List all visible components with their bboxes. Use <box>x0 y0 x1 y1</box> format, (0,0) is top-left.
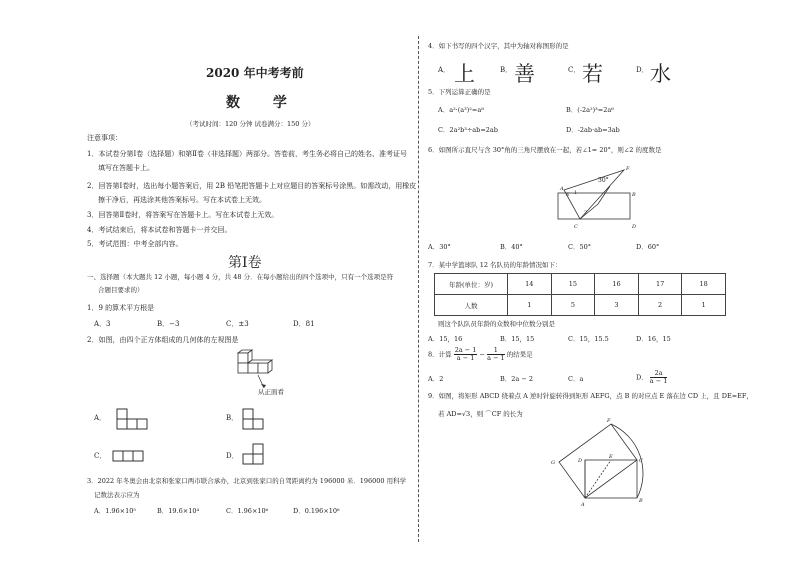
angle-30-label: 30° <box>598 177 609 184</box>
option-d-char: 水 <box>650 62 671 86</box>
table-cell: 5 <box>551 295 595 316</box>
angle-1-label: 1 <box>574 190 578 196</box>
table-cell: 3 <box>595 295 639 316</box>
table-row <box>435 295 726 316</box>
notes-line: 擦干净后，再选涂其他答案标号。写在本试卷上无效。 <box>98 196 266 204</box>
option-d[interactable]: D．16，15 <box>636 335 671 343</box>
table-cell: 人数 <box>435 295 508 316</box>
fraction-denominator: a − 1 <box>487 354 505 362</box>
option-b[interactable]: B．15，15 <box>500 335 535 343</box>
option-a[interactable]: A．2 <box>428 375 444 383</box>
option-b-figure <box>242 408 264 430</box>
point-a-label: A <box>560 186 564 192</box>
option-c-char: 若 <box>582 62 603 86</box>
question-stem: 记数法表示应为 <box>94 491 140 499</box>
question-stem: 7．某中学篮球队 12 名队员的年龄情况如下： <box>428 261 562 269</box>
question-8-expression <box>428 347 533 362</box>
point-a-label: A <box>581 502 585 508</box>
option-a-char: 上 <box>454 62 475 86</box>
point-f-label: F <box>626 166 630 172</box>
angle-2-label: 2 <box>584 210 588 216</box>
notes-line: 5．考试范围：中考全部内容。 <box>87 240 183 248</box>
option-c[interactable]: C．2a²b³÷ab=2ab <box>438 126 498 134</box>
option-c[interactable]: C．a <box>568 375 584 383</box>
exam-meta: （考试时间：120 分钟 试卷满分：150 分） <box>186 120 315 128</box>
option-c[interactable]: C．50° <box>568 243 591 251</box>
option-a[interactable]: A．15，16 <box>428 335 463 343</box>
section-intro: 合题目要求的） <box>98 286 144 294</box>
option-c[interactable]: C．15，15.5 <box>568 335 609 343</box>
exam-title: 2020 年中考考前 <box>206 66 304 80</box>
option-b[interactable]: B．−3 <box>157 320 180 328</box>
table-cell: 15 <box>551 274 595 295</box>
option-d[interactable]: D．81 <box>293 320 315 328</box>
table-cell: 14 <box>508 274 552 295</box>
option-b-char: 善 <box>514 62 535 86</box>
question-stem: 2．如图，由四个正方体组成的几何体的左视图是 <box>87 336 239 344</box>
question-stem: 5．下列运算正确的是 <box>428 88 491 96</box>
point-d-label: D <box>578 458 583 464</box>
subject-title: 数 学 <box>226 95 301 111</box>
option-d-figure <box>242 443 266 467</box>
option-d-label: D． <box>636 373 648 382</box>
question-stem: 若 AD=√3，则 ⌒CF 的长为 <box>438 410 523 418</box>
option-b[interactable]: B．2a − 2 <box>500 375 534 383</box>
notes-heading: 注意事项： <box>87 134 122 142</box>
notes-line: 4．考试结束后，将本试卷和答题卡一并交回。 <box>87 226 232 234</box>
option-b[interactable]: B． <box>500 66 513 74</box>
table-cell: 17 <box>638 274 682 295</box>
point-e-label: E <box>609 454 613 460</box>
question-stem: 3．2022 年冬奥会由北京和张家口两市联合承办，北京到张家口的自驾距离约为 196000 米．196000 用科学 <box>87 477 407 485</box>
table-cell: 2 <box>638 295 682 316</box>
ruler-triangle-figure <box>552 164 644 232</box>
section-title: 第Ⅰ卷 <box>228 255 262 271</box>
table-cell: 1 <box>682 295 726 316</box>
option-a[interactable]: A．30° <box>428 243 451 251</box>
option-c[interactable]: C．±3 <box>226 320 249 328</box>
fraction-numerator: 2a <box>650 370 668 378</box>
question-prefix: 8．计算 <box>428 350 452 359</box>
option-a[interactable]: A． <box>94 414 107 422</box>
option-d[interactable] <box>636 370 667 385</box>
view-label: 从正面看 <box>258 388 284 396</box>
option-c-figure <box>112 450 146 462</box>
option-a[interactable]: A．a²·(a³)²=a⁸ <box>438 106 484 114</box>
fraction-2 <box>487 347 505 362</box>
option-a[interactable]: A． <box>438 66 451 74</box>
option-c[interactable]: C． <box>94 452 107 460</box>
point-c-label: C <box>574 224 578 230</box>
table-cell: 年龄(单位：岁) <box>435 274 508 295</box>
point-d-label: D <box>632 224 637 230</box>
option-b[interactable]: B．40° <box>500 243 523 251</box>
table-cell: 1 <box>508 295 552 316</box>
option-d-fraction <box>650 370 668 385</box>
table-header-row <box>435 274 726 295</box>
point-b-label: B <box>639 498 643 504</box>
option-d[interactable]: D．60° <box>636 243 660 251</box>
notes-line: 3．回答第Ⅱ卷时，将答案写在答题卡上。写在本试卷上无效。 <box>87 211 279 219</box>
question-stem: 6．如图所示直尺与含 30°角的三角尺摆放在一起，若∠1= 20°，则∠2 的度数是 <box>428 146 662 154</box>
option-c[interactable]: C． <box>568 66 581 74</box>
fraction-denominator: a − 1 <box>456 354 475 362</box>
question-stem: 4．如下书写的四个汉字，其中为轴对称图形的是 <box>428 42 569 50</box>
notes-line: 1．本试卷分第Ⅰ卷（选择题）和第Ⅱ卷（非选择题）两部分。答卷前，考生务必将自己的姓名、准考证号 <box>87 150 407 158</box>
minus-sign: − <box>479 350 485 359</box>
age-table <box>434 273 726 316</box>
point-c-label: C <box>639 458 643 464</box>
option-a-figure <box>116 408 148 430</box>
rotated-rectangle-figure <box>545 418 655 510</box>
point-e-label: E <box>566 192 570 198</box>
option-b[interactable]: B．19.6×10⁴ <box>157 507 200 515</box>
notes-line: 填写在答题卡上。 <box>98 164 154 172</box>
question-text: 则这个队队员年龄的众数和中位数分别是 <box>438 320 555 328</box>
point-f-label: F <box>607 418 611 424</box>
option-a[interactable]: A．1.96×10⁵ <box>94 507 136 515</box>
option-d[interactable]: D． <box>636 66 649 74</box>
option-c[interactable]: C．1.96×10⁶ <box>226 507 269 515</box>
point-b-label: B <box>632 192 636 198</box>
fraction-denominator: a − 1 <box>649 377 668 385</box>
option-d[interactable]: D．0.196×10⁶ <box>293 507 340 515</box>
notes-line: 2．回答第Ⅰ卷时，选出每小题答案后，用 2B 铅笔把答题卡上对应题目的答案标号涂黑。如需改动，用橡皮 <box>87 182 417 190</box>
question-stem: 9．如图，将矩形 ABCD 绕着点 A 逆时针旋转得到矩形 AEFG，点 B 的对应点 E 落在边 CD 上，且 DE=EF， <box>428 392 753 400</box>
option-d[interactable]: D． <box>226 452 239 460</box>
fraction-numerator: 1 <box>487 347 505 355</box>
option-b[interactable]: B． <box>226 414 239 422</box>
option-d[interactable]: D．-2ab·ab=3ab <box>566 126 620 134</box>
option-a[interactable]: A．3 <box>94 320 111 328</box>
table-cell: 16 <box>595 274 639 295</box>
table-cell: 18 <box>682 274 726 295</box>
question-suffix: 的结果是 <box>506 350 533 359</box>
column-divider <box>418 36 419 542</box>
question-stem: 1．9 的算术平方根是 <box>87 304 155 312</box>
fraction-numerator: 2a − 1 <box>454 346 477 354</box>
option-b[interactable]: B．(-2a²)³=2a⁶ <box>566 106 614 114</box>
fraction-1 <box>454 347 478 362</box>
point-g-label: G <box>551 460 555 466</box>
section-intro: 一、选择题（本大题共 12 小题，每小题 4 分，共 48 分．在每小题给出的四个选项中，只有一个选项是符 <box>87 273 394 281</box>
